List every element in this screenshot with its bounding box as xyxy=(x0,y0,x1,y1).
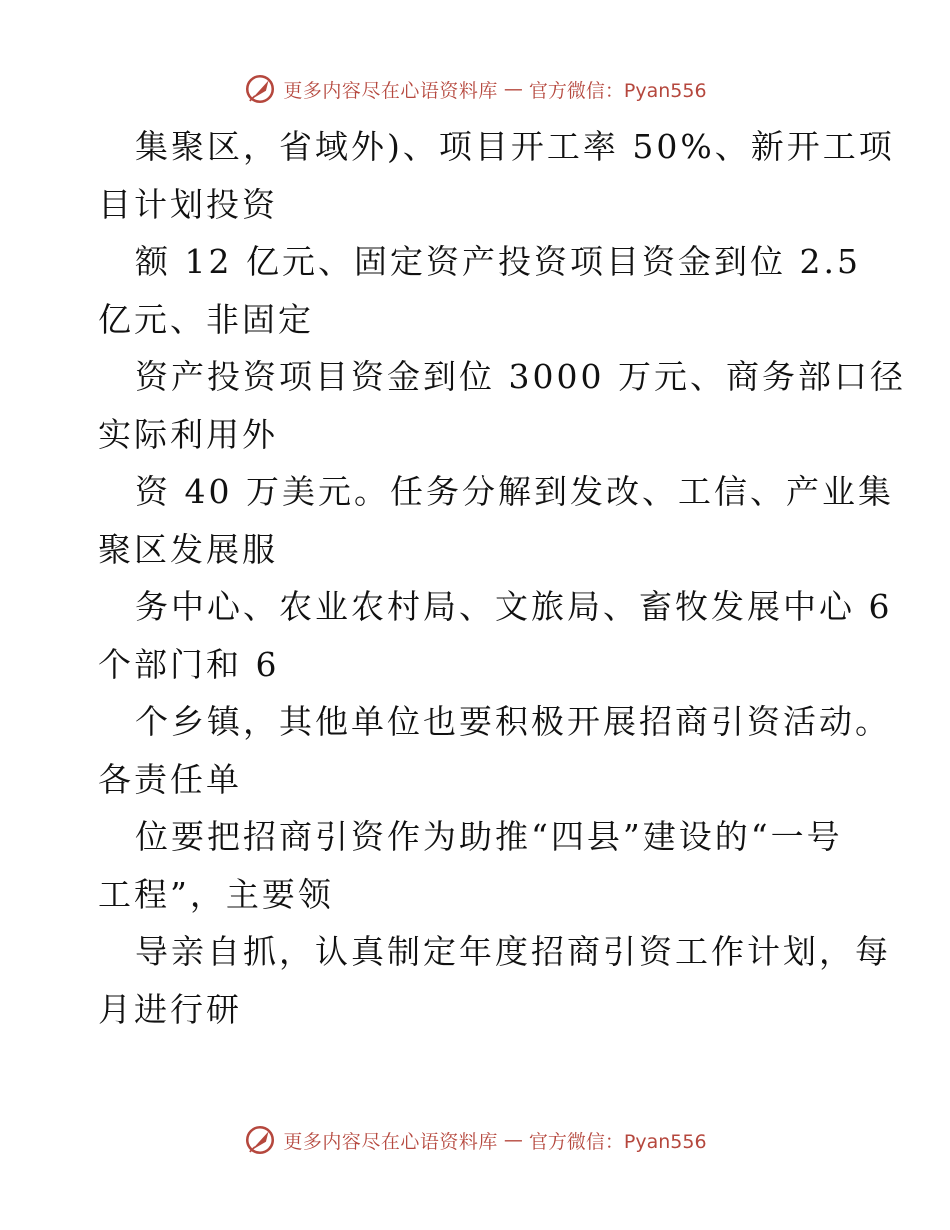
text-line: 导亲自抓，认真制定年度招商引资工作计划，每 xyxy=(135,932,891,971)
watermark-wechat-text: 官方微信：Pyan556 xyxy=(528,1130,707,1153)
quill-logo-icon xyxy=(243,72,277,106)
text-line: 实际利用外 xyxy=(98,414,278,454)
text-line: 聚区发展服 xyxy=(98,529,278,569)
watermark-main-text: 更多内容尽在心语资料库 xyxy=(283,1130,498,1153)
watermark-main-text: 更多内容尽在心语资料库 xyxy=(283,79,498,102)
text-line: 亿元、非固定 xyxy=(98,299,314,339)
text-line: 个乡镇，其他单位也要积极开展招商引资活动。 xyxy=(135,702,891,741)
text-line: 工程”，主要领 xyxy=(98,874,334,914)
watermark-separator: — xyxy=(503,1129,523,1151)
watermark-wechat-text: 官方微信：Pyan556 xyxy=(528,79,707,102)
text-line: 月进行研 xyxy=(98,989,242,1029)
text-line: 额 12 亿元、固定资产投资项目资金到位 2.5 xyxy=(135,242,861,281)
text-line: 各责任单 xyxy=(98,759,242,799)
text-line: 个部门和 6 xyxy=(98,644,280,684)
text-line: 资 40 万美元。任务分解到发改、工信、产业集 xyxy=(135,472,894,511)
watermark-separator: — xyxy=(503,78,523,100)
text-line: 目计划投资 xyxy=(98,184,278,224)
quill-logo-icon xyxy=(243,1123,277,1157)
text-line: 资产投资项目资金到位 3000 万元、商务部口径 xyxy=(135,357,906,396)
footer-watermark xyxy=(0,1123,950,1157)
text-line: 集聚区，省域外)、项目开工率 50%、新开工项 xyxy=(135,127,895,166)
text-line: 务中心、农业农村局、文旅局、畜牧发展中心 6 xyxy=(135,587,893,626)
text-line: 位要把招商引资作为助推“四县”建设的“一号 xyxy=(135,817,843,856)
header-watermark xyxy=(0,72,950,106)
document-body xyxy=(98,118,906,1038)
